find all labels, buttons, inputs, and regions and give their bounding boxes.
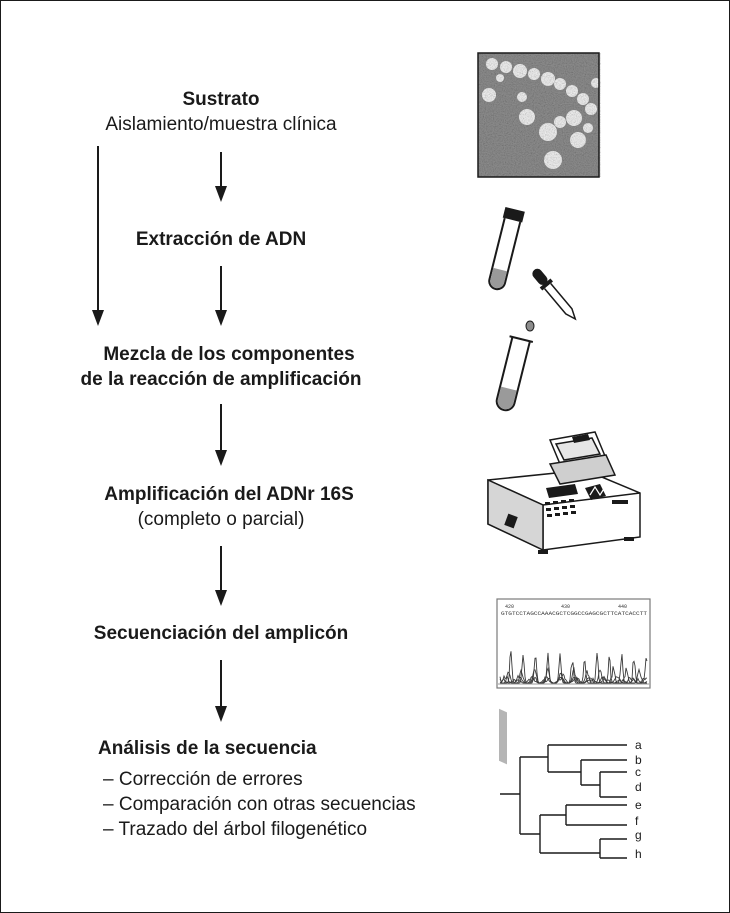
test-tube-capped-icon <box>486 207 525 291</box>
arrow-extraction-to-mix <box>215 266 227 326</box>
arrow-substrate-to-extraction <box>215 152 227 202</box>
amplification-subtitle: (completo o parcial) <box>137 509 305 530</box>
tree-leaf-label: c <box>635 765 641 779</box>
analysis-title: Análisis de la secuencia <box>98 738 317 759</box>
analysis-item: – Trazado del árbol filogenético <box>103 819 368 840</box>
substrate-title: Sustrato <box>182 89 260 110</box>
dropper-icon <box>526 265 581 331</box>
arrow-bypass <box>92 146 104 326</box>
tree-leaf-label: a <box>635 738 642 752</box>
tree-leaf-label: d <box>635 780 642 794</box>
chromatogram-tick: 440 <box>618 604 628 610</box>
mix-title-line2: de la reacción de amplificación <box>80 369 362 390</box>
test-tube-open-icon <box>492 336 533 413</box>
analysis-item: – Comparación con otras secuencias <box>103 794 416 815</box>
chromatogram-image <box>497 599 650 688</box>
tree-leaf-label: h <box>635 847 642 861</box>
thermocycler-icon <box>488 432 640 764</box>
colony-micrograph-image <box>478 53 601 177</box>
amplification-title: Amplificación del ADNr 16S <box>104 484 354 505</box>
chromatogram-tick: 420 <box>505 604 515 610</box>
arrow-mix-to-amplification <box>215 404 227 466</box>
tree-leaf-label: b <box>635 753 642 767</box>
substrate-subtitle: Aislamiento/muestra clínica <box>105 114 337 135</box>
arrow-sequencing-to-analysis <box>215 660 227 722</box>
tree-leaf-label: g <box>635 828 642 842</box>
analysis-item: – Corrección de errores <box>103 769 303 790</box>
extraction-title: Extracción de ADN <box>135 229 307 250</box>
chromatogram-tick: 430 <box>561 604 571 610</box>
sequencing-title: Secuenciación del amplicón <box>93 623 349 644</box>
arrow-amplification-to-sequencing <box>215 546 227 606</box>
tree-leaf-label: e <box>635 798 642 812</box>
tree-leaf-label: f <box>635 814 639 828</box>
mix-title-line1: Mezcla de los componentes <box>103 344 355 365</box>
chromatogram-bases: GTGTCCTAGCCAAACGCTCGGCCGAGCGCTTCATCACCTT <box>501 611 647 617</box>
phylogenetic-tree-diagram <box>500 738 642 861</box>
